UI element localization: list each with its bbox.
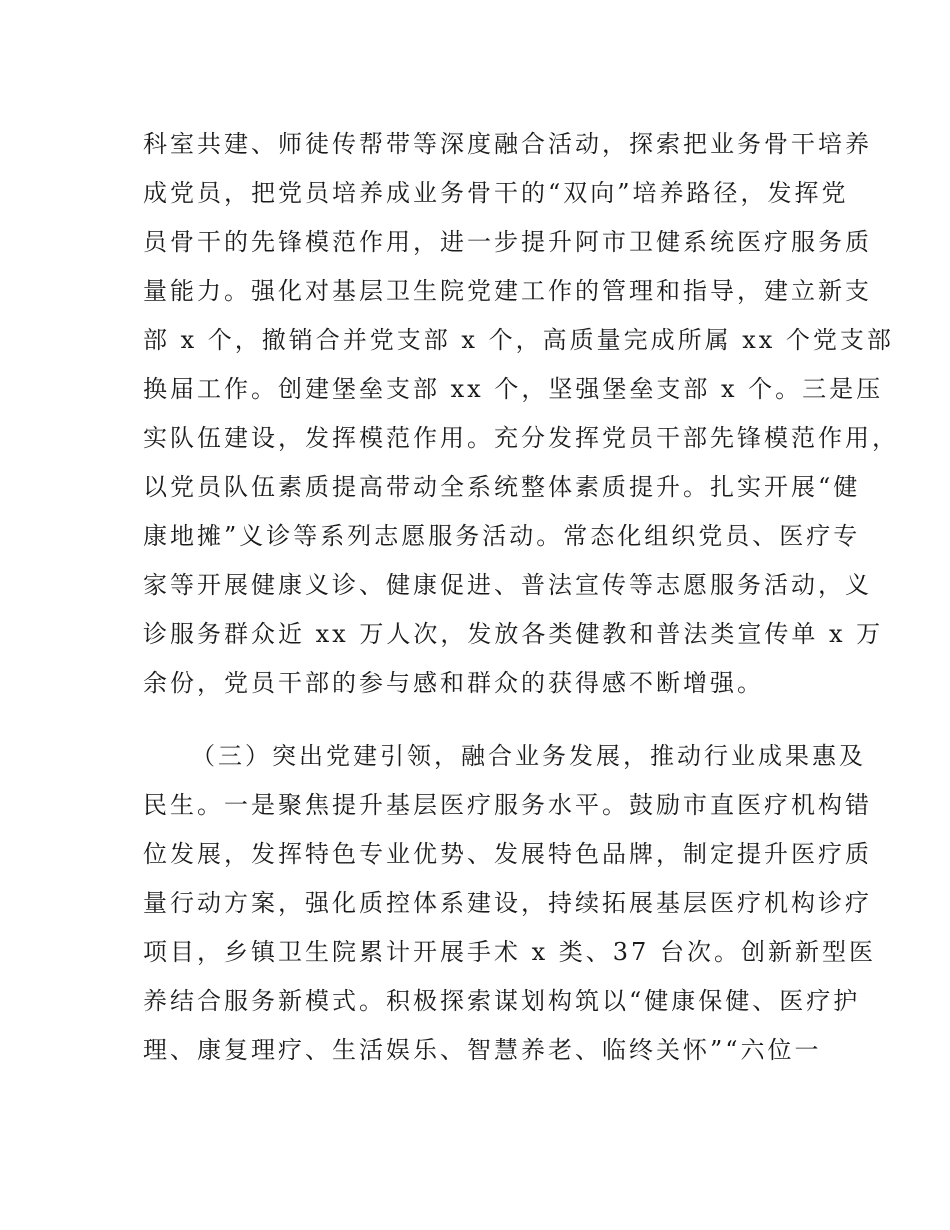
- text-line: 康地摊”义诊等系列志愿服务活动。常态化组织党员、医疗专: [143, 522, 861, 550]
- text-line: 换届工作。创建堡垒支部 xx 个，坚强堡垒支部 x 个。三是压: [143, 375, 884, 403]
- text-line: 成党员，把党员培养成业务骨干的“双向”培养路径，发挥党: [143, 179, 849, 207]
- section-heading-line: （三）突出党建引领，融合业务发展，推动行业成果惠及: [191, 742, 866, 770]
- text-line: 诊服务群众近 xx 万人次，发放各类健教和普法类宣传单 x 万: [143, 620, 884, 648]
- text-line: 养结合服务新模式。积极探索谋划构筑以“健康保健、医疗护: [143, 987, 861, 1015]
- text-line: 以党员队伍素质提高带动全系统整体素质提升。扎实开展“健: [143, 473, 861, 501]
- text-line: 量能力。强化对基层卫生院党建工作的管理和指导，建立新支: [143, 277, 872, 305]
- text-line: 理、康复理疗、生活娱乐、智慧养老、临终关怀”“六位一: [143, 1036, 822, 1064]
- text-line: 量行动方案，强化质控体系建设，持续拓展基层医疗机构诊疗: [143, 889, 872, 917]
- text-line: 员骨干的先锋模范作用，进一步提升阿市卫健系统医疗服务质: [143, 228, 872, 256]
- text-line: 余份，党员干部的参与感和群众的获得感不断增强。: [143, 669, 764, 697]
- text-line: 实队伍建设，发挥模范作用。充分发挥党员干部先锋模范作用，: [143, 424, 899, 452]
- text-line: 家等开展健康义诊、健康促进、普法宣传等志愿服务活动，义: [143, 571, 872, 599]
- text-line: 项目，乡镇卫生院累计开展手术 x 类、37 台次。创新新型医: [143, 938, 876, 966]
- text-line: 民生。一是聚焦提升基层医疗服务水平。鼓励市直医疗机构错: [143, 791, 872, 819]
- text-line: 科室共建、师徒传帮带等深度融合活动，探索把业务骨干培养: [143, 130, 872, 158]
- text-line: 部 x 个，撤销合并党支部 x 个，高质量完成所属 xx 个党支部: [143, 326, 894, 354]
- text-line: 位发展，发挥特色专业优势、发展特色品牌，制定提升医疗质: [143, 840, 872, 868]
